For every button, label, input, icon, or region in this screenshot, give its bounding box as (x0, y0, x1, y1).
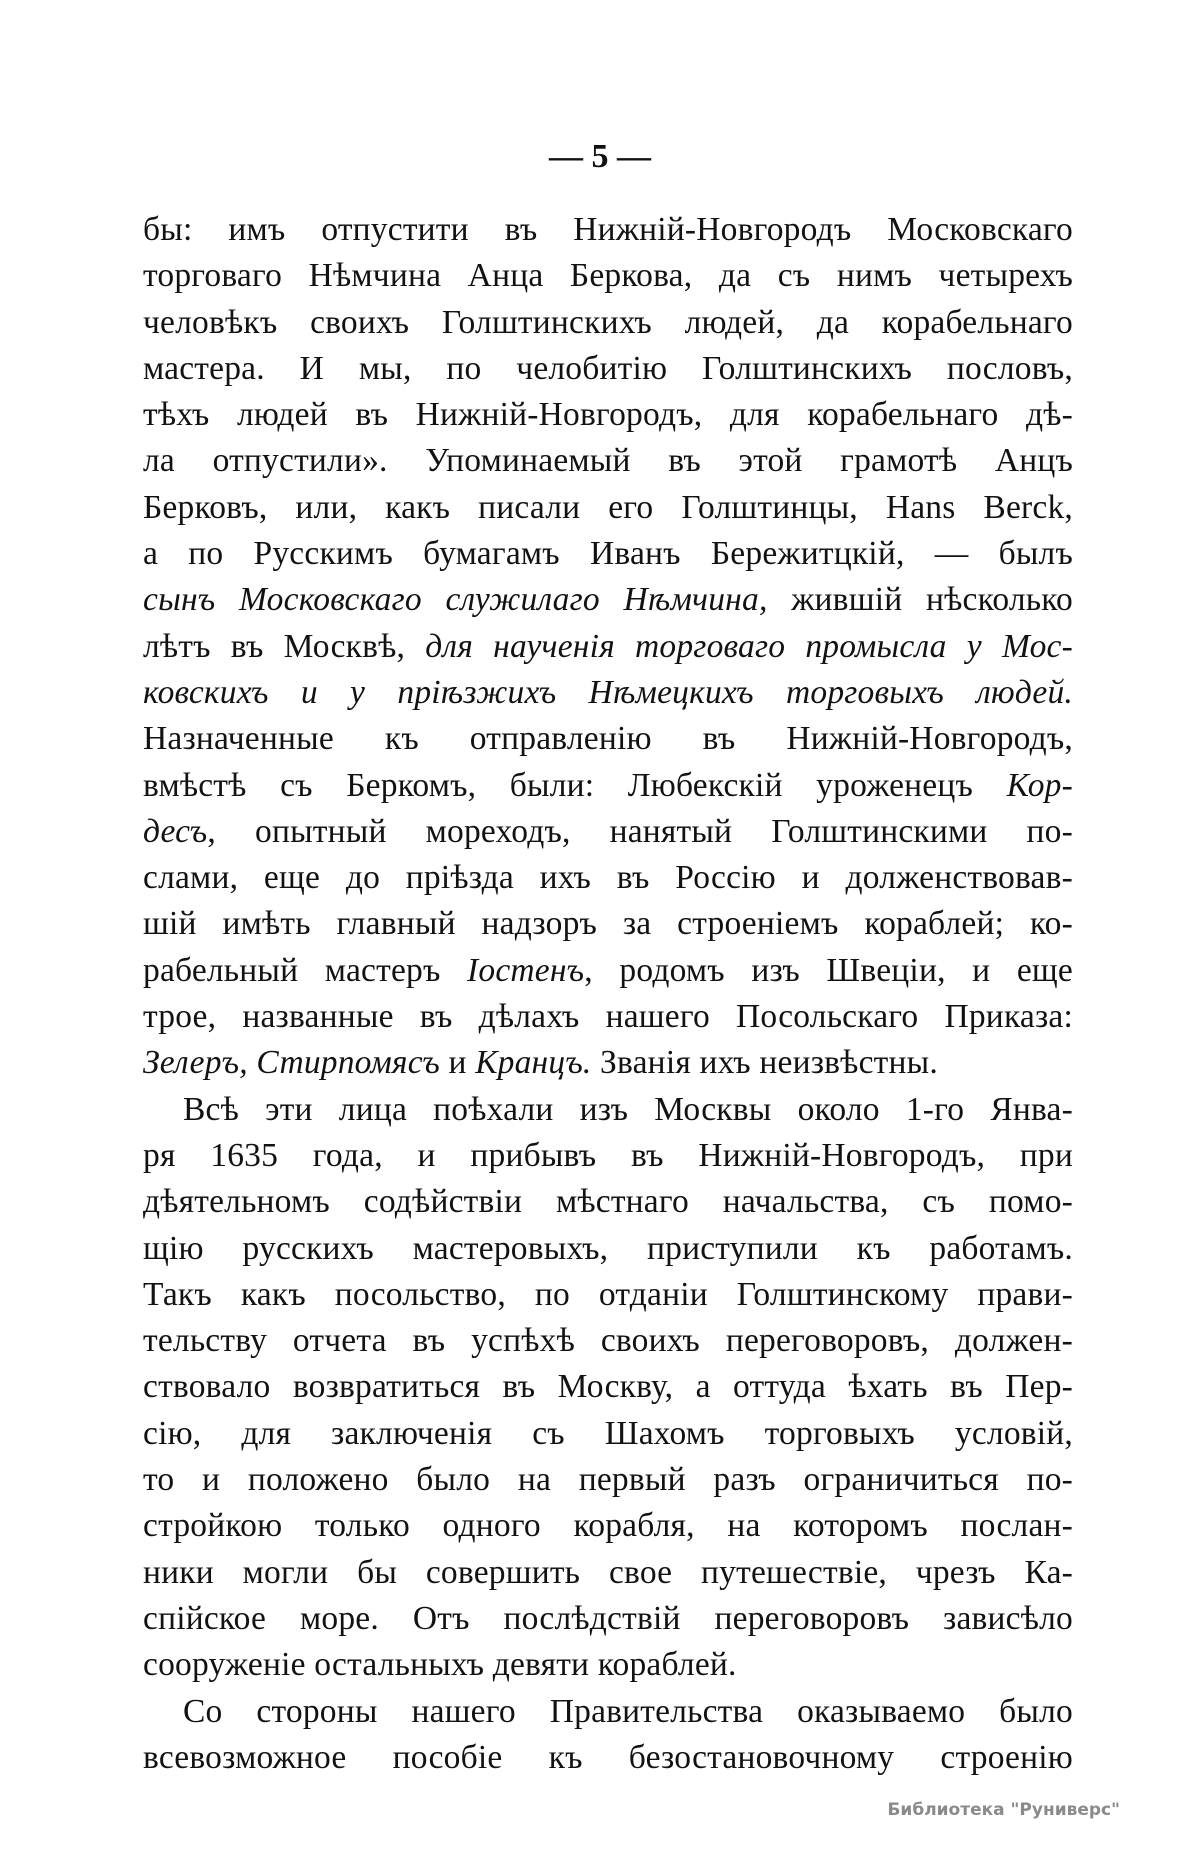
text-segment: Званія ихъ неизвѣстны. (591, 1044, 938, 1082)
text-line (143, 948, 1073, 994)
text-line (143, 1133, 1073, 1179)
text-segment: Со стороны нашего Правительства оказываемо было (183, 1692, 1073, 1730)
text-line (143, 1411, 1073, 1457)
text-segment: вмѣстѣ съ Беркомъ, были: Любекскій уроженецъ (143, 766, 1007, 804)
text-line (143, 1550, 1073, 1596)
text-segment: торговаго Нѣмчина Анца Беркова, да съ нимъ четырехъ (143, 257, 1073, 295)
text-segment: а по Русскимъ бумагамъ Иванъ Бережитцкій, — былъ (143, 535, 1073, 573)
text-line (143, 1457, 1073, 1503)
text-line (143, 1596, 1073, 1642)
text-line (143, 901, 1073, 947)
text-segment: ствовало возвратиться въ Москву, а оттуда ѣхать въ Пер- (143, 1368, 1073, 1406)
text-segment: бы: имъ отпустити въ Нижній-Новгородъ Московскаго (143, 211, 1073, 248)
text-line (143, 346, 1073, 392)
text-segment: тѣхъ людей въ Нижній-Новгородъ, для корабельнаго дѣ- (143, 396, 1073, 434)
text-segment: человѣкъ своихъ Голштинскихъ людей, да корабельнаго (143, 303, 1073, 341)
text-line (143, 1364, 1073, 1410)
text-line (143, 485, 1073, 531)
text-line (143, 855, 1073, 901)
text-line (143, 1642, 1073, 1688)
text-segment: трое, названные въ дѣлахъ нашего Посольскаго Приказа: (143, 998, 1073, 1036)
text-segment: , опытный мореходъ, нанятый Голштинскими по- (207, 812, 1073, 850)
text-segment: спійское море. Отъ послѣдствій переговоровъ зависѣло (143, 1599, 1073, 1637)
text-line (143, 763, 1073, 809)
text-segment: лѣтъ въ Москвѣ, (143, 627, 426, 665)
text-segment: и (439, 1044, 476, 1082)
text-line (143, 1318, 1073, 1364)
text-line (143, 1689, 1073, 1735)
text-line (143, 1226, 1073, 1272)
text-line (143, 809, 1073, 855)
text-segment: сооруженіе остальныхъ девяти кораблей. (143, 1646, 737, 1684)
text-line (143, 207, 1073, 253)
text-line (143, 392, 1073, 438)
text-segment: , родомъ изъ Швеціи, и еще (584, 951, 1073, 989)
italic-text-segment: сынъ Московскаго служилаго Нѣмчина, (143, 581, 768, 619)
text-line (143, 624, 1073, 670)
text-line (143, 300, 1073, 346)
text-segment: то и положено было на первый разъ ограничиться по- (143, 1461, 1073, 1499)
text-segment: сію, для заключенія съ Шахомъ торговыхъ условій, (143, 1414, 1073, 1452)
text-line (143, 1179, 1073, 1225)
italic-text-segment: Іостенъ (467, 951, 585, 989)
text-line (143, 1040, 1073, 1086)
text-line (143, 994, 1073, 1040)
text-segment: Назначенные къ отправленію въ Нижній-Новгородъ, (143, 720, 1073, 758)
text-line (143, 716, 1073, 762)
text-segment: слами, еще до пріѣзда ихъ въ Россію и долженствовав- (143, 859, 1073, 897)
text-segment: тельству отчета въ успѣхѣ своихъ переговоровъ, должен- (143, 1322, 1073, 1360)
text-segment: Такъ какъ посольство, по отданіи Голштинскому прави- (143, 1275, 1073, 1313)
text-segment: жившій нѣсколько (767, 581, 1073, 619)
italic-text-segment: Кор- (1006, 766, 1073, 804)
text-segment: ла отпустили». Упоминаемый въ этой грамотѣ Анцъ (143, 442, 1073, 480)
italic-text-segment: Зелеръ, Стирпомясъ (143, 1044, 440, 1082)
text-line (143, 1087, 1073, 1133)
text-segment: стройкою только одного корабля, на которомъ послан- (143, 1507, 1073, 1545)
text-segment: Берковъ, или, какъ писали его Голштинцы, Hans Berck, (143, 488, 1073, 526)
text-line (143, 1503, 1073, 1549)
text-line (143, 670, 1073, 716)
text-line (143, 1735, 1073, 1781)
page-number: — 5 — (549, 138, 651, 175)
text-segment: мастера. И мы, по челобитію Голштинскихъ пословъ, (143, 349, 1073, 387)
text-line (143, 531, 1073, 577)
library-watermark: Библиотека "Руниверс" (887, 1800, 1120, 1820)
italic-text-segment: для наученія торговаго промысла у Мос- (425, 627, 1073, 665)
text-line (143, 577, 1073, 623)
text-segment: ря 1635 года, и прибывъ въ Нижній-Новгородъ, при (143, 1136, 1073, 1174)
italic-text-segment: ковскихъ и у пріѣзжихъ Нѣмецкихъ торговыхъ людей. (143, 673, 1073, 711)
italic-text-segment: десъ (143, 812, 208, 850)
text-segment: дѣятельномъ содѣйствіи мѣстнаго начальства, съ помо- (143, 1183, 1073, 1221)
page-body-text (143, 207, 1073, 1781)
text-segment: щію русскихъ мастеровыхъ, приступили къ работамъ. (143, 1229, 1073, 1267)
text-segment: рабельный мастеръ (143, 951, 468, 989)
text-line (143, 253, 1073, 299)
text-line (143, 1272, 1073, 1318)
text-line (143, 438, 1073, 484)
text-segment: шій имѣть главный надзоръ за строеніемъ кораблей; ко- (143, 905, 1073, 943)
text-segment: всевозможное пособіе къ безостановочному строенію (143, 1738, 1073, 1776)
text-segment: Всѣ эти лица поѣхали изъ Москвы около 1-го Янва- (183, 1090, 1073, 1128)
text-segment: ники могли бы совершить свое путешествіе, чрезъ Ка- (143, 1553, 1073, 1591)
italic-text-segment: Кранцъ. (475, 1044, 592, 1082)
